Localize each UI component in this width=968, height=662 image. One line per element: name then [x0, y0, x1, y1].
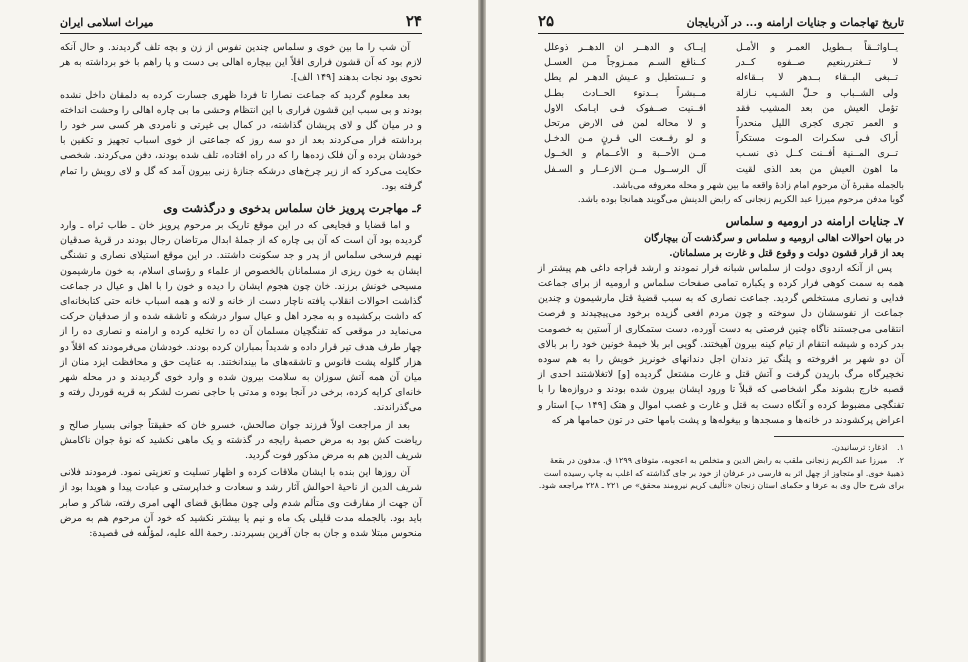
section-subheading: بعد از قرار قشون دولت و وقوع قتل و غارت بر مسلمانان. — [669, 247, 904, 259]
footnote-number: ۱. — [896, 442, 904, 453]
verse-hemistich: تــبغی البــقاء بــدهر لا بــقاءله — [736, 72, 898, 84]
running-title: تاریخ تهاجمات و جنایات ارامنه و... در آذربایجان — [686, 16, 904, 29]
verse-hemistich: مــبشراً بــدنوء الحــادث بطـل — [544, 87, 706, 99]
body-paragraph: پس از آنکه اردوی دولت از سلماس شبانه فرار نمودند و ارشد قراجه داغی هم پیشتر از همه به سمت کوهی فرار کرده و یکباره تمامی صفحات سلماس و ارومیه از برای جماعت فدایی و نصاری مستخلص گردید. جماعت نصاری که به سبب قضیهٔ قتل مارشیمون و چندین جماعت از نفوسشان دل سوخته و چون مردم افعی گزیده برخود می‌پیچیدند و فرصت انتقامی می‌جستند ناگاه چنین فرصتی به دست آورده، دست ستمکاری از آستین به خصومت بدر کرده و شیشه انتقام از تیام کینه بیرون آهیختند. گویی ابر بلا خیمهٔ خونین خود را بر بالای آن دو شهر بر افروخته و پلنگ تیز دندان اجل دندانهای خونریز خویش را به هم سوده نخچیرگاه مرگ باریدن گرفت و آتش قتل و غارت مشتعل گردیده [و] لاتغلاشتند احدی از قصبه خارج بشوند مگر اشخاصی که قبلاً تا ورود ایشان بیرون شده بودند و دروازه‌ها را با تفنگچی مضبوط کرده و آنگاه دست به قتل و غارت و غصب اموال و هتک [۱۴۹ ب] استار و اعراض پرکشودند در خانه‌ها و مسجدها و بیغوله‌ها و پشت بامها حتی در تون حمامها هر که — [538, 262, 904, 426]
verse-hemistich: و تــستطیل و عـیش الدهـر لم یطل — [544, 72, 706, 84]
footnote — [538, 441, 904, 453]
section-heading: ۶ـ مهاجرت پرویز خان سلماس بدخوی و درگذشت وی — [163, 201, 422, 216]
body-paragraph: آن شب را ما بین خوی و سلماس چندین نفوس از زن و بچه تلف گردیدند. و حال آنکه لازم بود که آن قشون فراری اقلاً این بیچاره اهالی بی دست و پا راهم با خو برداشته به هر نحوی بود نجات بدهند [۱۴۹ الف]. — [60, 42, 422, 84]
footnote-text: میرزا عبد الکریم زنجانی ملقب به رابض الدین و متخلص به اعجوبه، متوفای ۱۲۹۹ ق. مدفون در بقعهٔ ذهبیهٔ خوی. او متجاوز از چهل اثر به فارسی در عرفان از خود بر جای گذاشته که اغلب به چاپ رسیده است برای شرح حال وی به عرفا و حکمای استان زنجان «تألیف کریم نیرومند محقق» ص ۲۲۱ ـ ۲۲۸ مراجعه شود. — [538, 455, 904, 491]
body-paragraph: آن روزها این بنده با ایشان ملاقات کرده و اظهار تسلیت و تعزیتی نمود. فرمودند فلانی شریف الدین از ناحیهٔ احوالش آثار رشد و سعادت و خداپرستی و عبادت پیدا و هویدا بود از آن جهت از مفارقت وی متألم شدم ولی چون مطابق قضای الهی امری رفته، شاکر و صابر باید بود. بالجمله مدت قلیلی یک ماه و نیم یا بیشتر نکشید که خود آن مرحوم هم به مرض منحوس مبتلا شده و جان به جان آفرین بسپردند. رحمة الله علیه، لمؤلّفه فی قصیدة: — [60, 467, 422, 540]
footnote-divider — [774, 436, 904, 437]
verse-note: بالجمله مقبرهٔ آن مرحوم امام زادهٔ واقعه ما بین شهر و محله معروفه می‌باشد. — [612, 180, 904, 191]
verse-hemistich: لا تــغترربنعیم صــفوه کــدر — [736, 57, 898, 69]
verse-note: گویا مدفن مرحوم میرزا عبد الکریم زنجانی که رابض الدینش می‌گویند همانجا بوده باشد. — [577, 194, 904, 205]
verse-hemistich: یــاواثــقاً بــطویل العمـر و الأمـل — [736, 42, 898, 53]
footnote — [538, 454, 904, 491]
verse-hemistich: أراک فـی سکـرات المـوت مستکراً — [736, 133, 898, 145]
section-heading: ۷ـ جنایات ارامنه در ارومیه و سلماس — [725, 213, 904, 228]
poem-verses — [544, 40, 898, 177]
running-header — [60, 12, 422, 34]
verse-hemistich: مــن الأحــبة و الأعــمام و الخــول — [544, 148, 706, 160]
verse-hemistich: تــری المــنیة أفــنت کــل ذی نسـب — [736, 148, 898, 160]
verse-hemistich: افــنیت صــفوک فـی ایـامک الاول — [544, 102, 706, 114]
verse-hemistich: کــناقع السـم ممـزوجاً مـن العسـل — [544, 57, 706, 69]
verse-hemistich: و لا محاله لمن فی الارض مرتحل — [544, 118, 706, 130]
verse-hemistich: تؤمل العیش من بعد المشیب فقد — [736, 102, 898, 114]
verse-hemistich: و لو رفــعت الی قـرنٍ مـن الدخـل — [544, 133, 706, 145]
running-title: میراث اسلامی ایران — [60, 16, 154, 29]
right-page — [486, 0, 968, 662]
running-header — [538, 12, 904, 34]
verse-hemistich: إیــاک و الدهــر ان الدهــر ذوعلل — [544, 42, 706, 53]
section-subheading: در بیان احوالات اهالی ارومیه و سلماس و سرگذشت آن بیچارگان — [644, 232, 904, 244]
verse-hemistich: ولی الشــباب و حـلّ الشـیب نـازلة — [736, 87, 898, 99]
body-paragraph: بعد از مراجعت اولاً فرزند جوان صالحش، خسرو خان که حقیقتاً جوانی بسیار صالح و ریاضت کش بود به مرض حصبهٔ رایجه در گذشته و یک ماهی نکشید که نوهٔ جوان ناکامش شریف الدین هم به مرض مذکور فوت گردید. — [60, 419, 422, 462]
left-page — [0, 0, 478, 662]
page-number: ۲۵ — [538, 12, 555, 30]
verse-hemistich: آل الرســول مــن الازعــار و السـفل — [544, 163, 706, 175]
footnote-text: اذغار: ترسانیدن. — [831, 442, 888, 453]
body-paragraph: و اما قضایا و فجایعی که در این موقع تاریک بر مرحوم پرویز خان ـ طاب ثراه ـ وارد گردیده بود آن است که آن بی چاره که از جملهٔ ابدال مرتاضان رجال بودند در قریهٔ صدقیان نهیم فرسخی سلماس از پدر و جد سکونت داشتند. در این موقع استیلای نصاری و تشنگی ایشان به خون ریزی از مسلمانان بالخصوص از علماء و رؤسای اسلام، به خون مارشیمون مسیحی خونش برزند. خان چون هجوم ایشان را دیده و خون را با اهل و عیال در جماعت گذاشت احوالات انقلاب یافته ناچار دست از خانه و لانه و همه اسباب خانه حتی کتابخانه‌ای که داشت برکشیده و به مجرد اهل و عیال سوار درشکه و تاشقه شده و از صدقیان حرکت می‌نماید در موقعی که تفنگچیان مسلمان آن ده را تخلیه کرده و ارامنه و نصاری ده را از چهار طرف هدف تیر قرار داده و شدیداً بمباران کرده بودند. خودشان می‌فرمودند که اقلاً دو هزار گلوله پشت فانوس و تاشقه‌های ما بیندانختند. به عنایت حق و محافظت ایزد منان از میان آن همه آتش سوزان به سلامت بیرون شده و وارد خوی گردیدند و در محله شهر خانه‌ای کرایه کرده، برخی در آنجا بوده و مدتی با حاجی نصرت لشکر به قریه قوردل رفته و می‌گذراندند. — [60, 220, 422, 414]
body-paragraph: بعد معلوم گردید که جماعت نصارا تا فردا ظهری جسارت کرده به دلمقان داخل نشده بودند و بی سبب این قشون فراری با این انتظام وحشی ما بی چاره اهالی را وحشت انداخته و در میان گل و لای پریشان گذاشته، در کمال بی غیرتی و نامردی هر کسی سر خود را برداشته فرار می‌کردند بعد از دو سه روز که جماعتی از خوی اسباب تجهیز و تکفین با خودشان برده و آن فلک زده‌ها را که در راه افتاده، تلف شده بودند، دفن می‌کردند. شخصی حکایت می‌کرد که از زیر چرخ‌های درشکه جنازهٔ زنی بیرون آمد که گل و لای رویش را تمام گرفته بود. — [60, 89, 422, 192]
verse-hemistich: ما اهون العیش من بعد الذی لقیت — [736, 163, 898, 175]
footnote-number: ۲. — [896, 455, 904, 466]
verse-hemistich: و العمر تجری کجری اللیل منحدراً — [736, 118, 898, 130]
book-gutter — [478, 0, 486, 662]
page-number: ۲۴ — [405, 12, 422, 30]
